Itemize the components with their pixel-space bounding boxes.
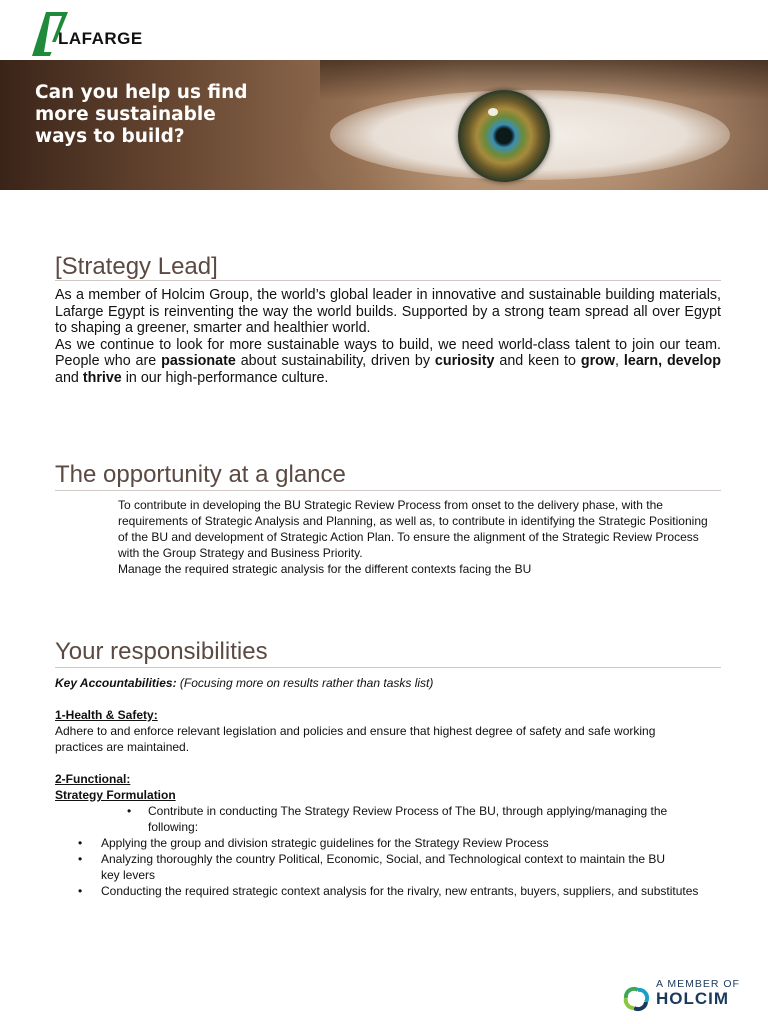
intro-text bbox=[55, 287, 721, 387]
banner-line-1: Can you help us find bbox=[35, 82, 248, 103]
banner-headline bbox=[35, 82, 335, 148]
intro-paragraph-2: As we continue to look for more sustainable ways to build, we need world-class talent to join our team. People who are passionate about sustainability, driven by curiosity and keen to grow, learn, develop and thrive in our high-performance culture. bbox=[55, 336, 721, 386]
list-item: • Contribute in conducting The Strategy Review Process of The BU, through applying/managing the following: bbox=[127, 804, 668, 834]
hero-banner bbox=[0, 60, 768, 190]
responsibilities-heading: Your responsibilities bbox=[55, 638, 268, 665]
health-safety-heading: 1-Health & Safety: bbox=[55, 708, 158, 722]
responsibilities-divider bbox=[55, 667, 721, 668]
eye-photo bbox=[458, 90, 550, 182]
lafarge-logo bbox=[32, 12, 172, 56]
strategy-formulation-subheading: Strategy Formulation bbox=[55, 788, 176, 802]
list-item: • Analyzing thoroughly the country Political, Economic, Social, and Technological context to maintain the BU key levers bbox=[78, 852, 666, 882]
opportunity-paragraph-1: To contribute in developing the BU Strategic Review Process from onset to the delivery phase, with the requirements of Strategic Analysis and Planning, as well as, to contribute in identifying the Strategic Positioning of the BU and development of Strategic Action Plan. To ensure the alignment of the Strategic Review Process with the Group Strategy and Business Priority. bbox=[118, 498, 708, 560]
key-accountabilities: Key Accountabilities: (Focusing more on results rather than tasks list) bbox=[55, 676, 434, 690]
opportunity-heading: The opportunity at a glance bbox=[55, 461, 346, 488]
responsibilities-body bbox=[55, 675, 721, 899]
opportunity-text bbox=[118, 497, 718, 577]
banner-line-3: ways to build? bbox=[35, 126, 185, 147]
opportunity-divider bbox=[55, 490, 721, 491]
holcim-wordmark: HOLCIM bbox=[656, 989, 730, 1008]
holcim-badge bbox=[622, 976, 752, 1016]
holcim-logo-icon bbox=[622, 984, 652, 1014]
list-item: • Applying the group and division strategic guidelines for the Strategy Review Process bbox=[78, 836, 549, 850]
member-of-label: A MEMBER OF bbox=[656, 978, 740, 990]
lafarge-wordmark: LAFARGE bbox=[58, 29, 143, 48]
title-divider bbox=[55, 280, 721, 281]
intro-paragraph-1: As a member of Holcim Group, the world’s global leader in innovative and sustainable building materials, Lafarge Egypt is reinventing the way the world builds. Supported by a strong team spread all over Egypt to shaping a greener, smarter and healthier world. bbox=[55, 287, 721, 337]
health-safety-text: Adhere to and enforce relevant legislation and policies and ensure that highest degree of safety and safe working practices are maintained. bbox=[55, 724, 656, 754]
banner-line-2: more sustainable bbox=[35, 104, 216, 125]
functional-heading: 2-Functional: bbox=[55, 772, 131, 786]
opportunity-paragraph-2: Manage the required strategic analysis for the different contexts facing the BU bbox=[118, 562, 532, 576]
list-item: • Conducting the required strategic context analysis for the rivalry, new entrants, buyers, suppliers, and substitutes bbox=[78, 884, 699, 898]
job-title: [Strategy Lead] bbox=[55, 253, 218, 280]
